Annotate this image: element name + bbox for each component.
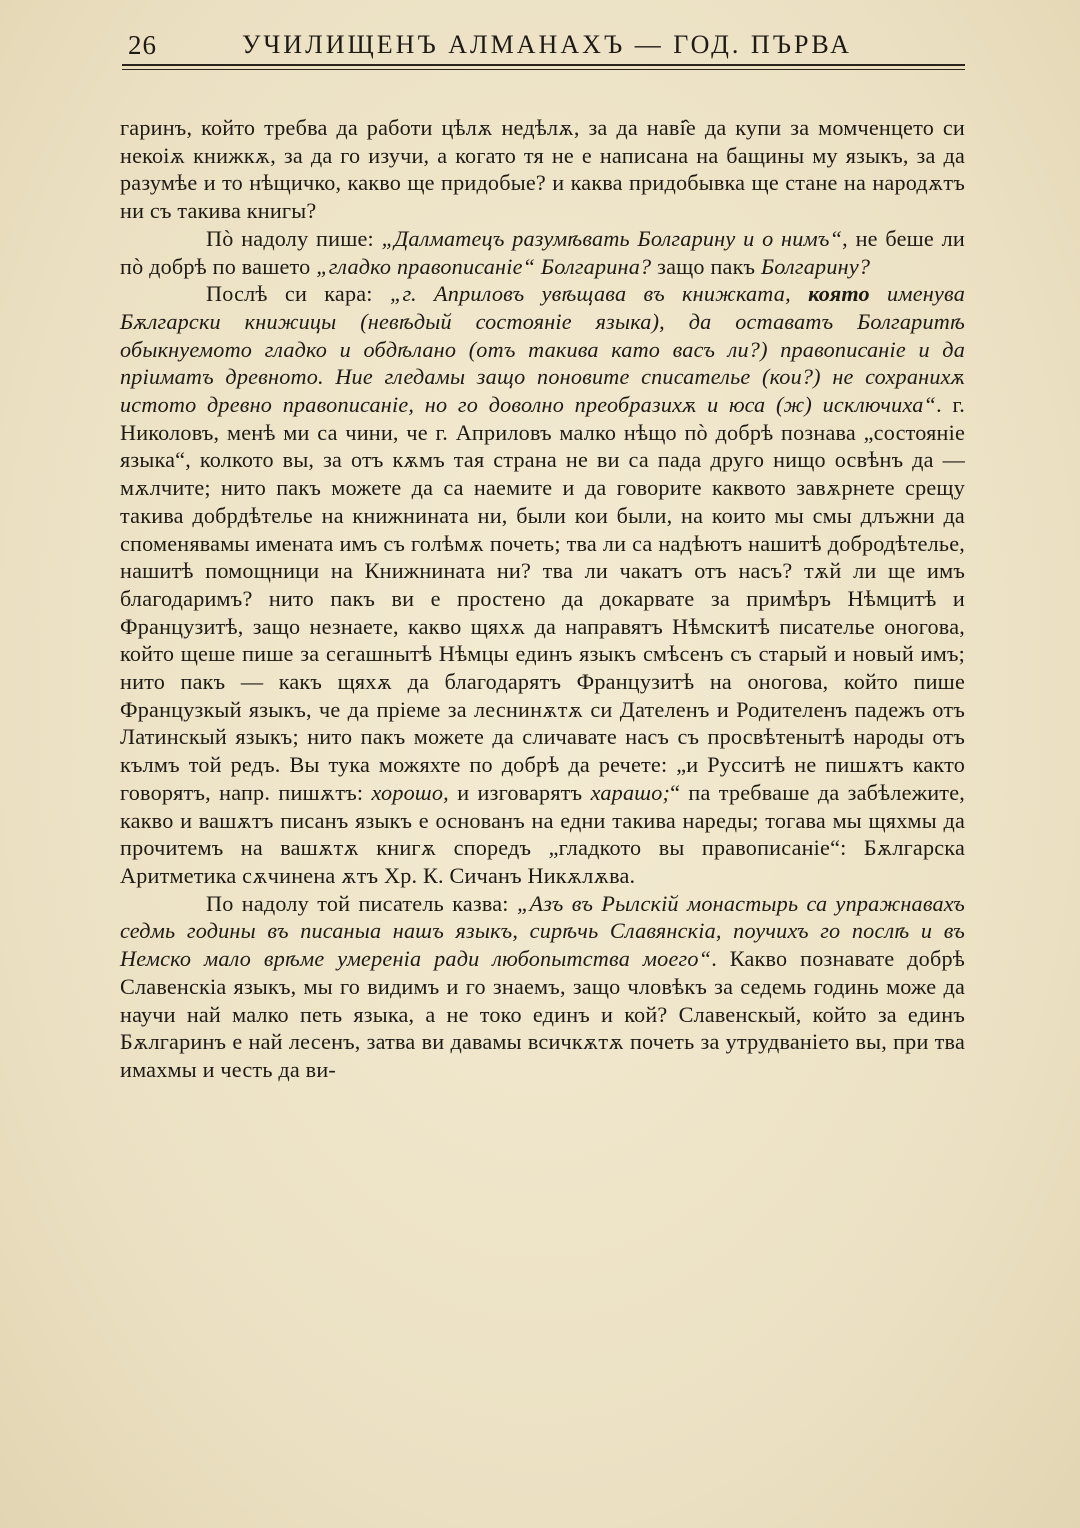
text-segment: хорошо, [371,779,449,805]
text-segment: Болгарину? [760,253,871,279]
text-segment: „Далматецъ разумѣвать Болгарину и о нимъ“ [381,225,843,251]
body-text [120,114,965,1084]
text-segment: , не беше ли пò добрѣ по вашето [120,225,965,279]
text-segment: Пò надолу пише: [206,225,382,251]
paragraph-p1 [120,114,965,225]
text-segment: която [808,281,870,307]
header-rule-thin [122,69,965,70]
text-segment: „Азъ въ Рылскій монастырь са упражнавахъ седмь годины въ писаныа нашъ языкъ, сирѣчь Славянскіа, поучихъ го послѣ и въ Немско мало врѣме умереніа ради любопытства моего“ [120,890,966,972]
text-segment: Послѣ си кара: [206,281,390,307]
text-segment: именува Бѫлгарски книжицы (невѣдый состояніе языка), да оставатъ Болгаритѣ обыкнуемото гладко и обдѣлано (отъ такива като васъ ли?) правописаніе и да пріиматъ древното. Ние гледамы защо поновите списателье (кои?) не сохранихѫ истото древно правописаніе, но го доволно преобразихѫ и юса (ж) исключиха“ [120,281,965,418]
text-segment: харашо; [590,779,671,805]
page-header [122,24,967,64]
text-segment: По надолу той писатель казва: [206,890,517,916]
text-segment: и изговарятъ [448,779,591,805]
text-segment: “ па требваше да забѣлежите, какво и вашѫтъ писанъ языкъ е основанъ на едни такива нареды; тогава мы щяхмы да прочитемъ на вашѫтѫ книгѫ споредъ „гладкото вы правописаніе“: Бѫлгарска Аритметика сѫчинена ѫтъ Хр. К. Сичанъ Никѫлѫва. [120,779,966,888]
paragraph-p4 [120,890,965,1084]
paragraph-p3 [120,280,965,889]
page-number: 26 [128,30,157,60]
text-segment: . г. Николовъ, менѣ ми са чини, че г. Априловъ малко нѣщо пò добрѣ познава „состояніе языка“, колкото вы, за отъ кѫмъ тая страна не ви са пада друго нищо освѣнъ да — мѫлчите; нито пакъ можете да са наемите и да говорите каквото завѫрнете срещу такива добрдѣтелье на книжнината ни, были кои были, на които мы смы длъжни да споменявамы имената имъ съ голѣмѫ почеть; тва ли са надѣютъ нашитѣ добродѣтелье, нашитѣ помощници на Книжнината ни? тва ли чакатъ отъ насъ? тѫй ли ще имъ благодаримъ? нито пакъ ви е простено да докарвате за примѣръ Нѣмцитѣ и Французитѣ, защо незнаете, какво щяхѫ да направятъ Нѣмскитѣ писателье оногова, който щеше пише за сегашнытѣ Нѣмцы единъ языкъ смѣсенъ съ старый и новый имъ; нито пакъ — какъ щяхѫ да благодарятъ Французитѣ на оногова, който пише Французкый языкъ, че да пріеме за леснинѫтѫ си Дателенъ и Родителенъ падежъ отъ Латинскый языкъ; нито пакъ можете да сличавате насъ съ просвѣтенытѣ народы отъ кълмъ той редъ. Вы тука можяхте по добрѣ да речете: „и Русситѣ не пишѫтъ както говорятъ, напр. пишѫтъ: [120,392,965,805]
running-title: УЧИЛИЩЕНЪ АЛМАНАХЪ — ГОД. ПЪРВА [242,30,852,59]
text-segment: защо пакъ [651,253,761,279]
header-rule-thick [122,64,965,66]
text-segment: „г. Априловъ увѣщава въ книжката, [389,281,809,307]
paragraph-p2 [120,225,965,280]
text-segment: гаринъ, който требва да работи цѣлѫ недѣлѫ, за да наві̂е да купи за момченцето си некоіѫ книжкѫ, за да го изучи, а когато тя не е написана на бащины му языкъ, за да разумѣе и то нѣщичко, какво ще придобые? и каква придобывка ще стане на народѫтъ ни съ такива книгы? [120,115,965,224]
text-segment: . Какво познавате добрѣ Славенскіа языкъ, мы го видимъ и го знаемъ, защо чловѣкъ за седемь годинь може да научи най малко петь языка, а не токо единъ и кой? Славенскый, който за единъ Бѫлгаринъ е най лесенъ, затва ви давамы всичкѫтѫ почеть за утрудваніето вы, при тва имахмы и честь да ви- [120,946,965,1082]
text-segment: „гладко правописаніе“ Болгарина? [316,253,652,279]
